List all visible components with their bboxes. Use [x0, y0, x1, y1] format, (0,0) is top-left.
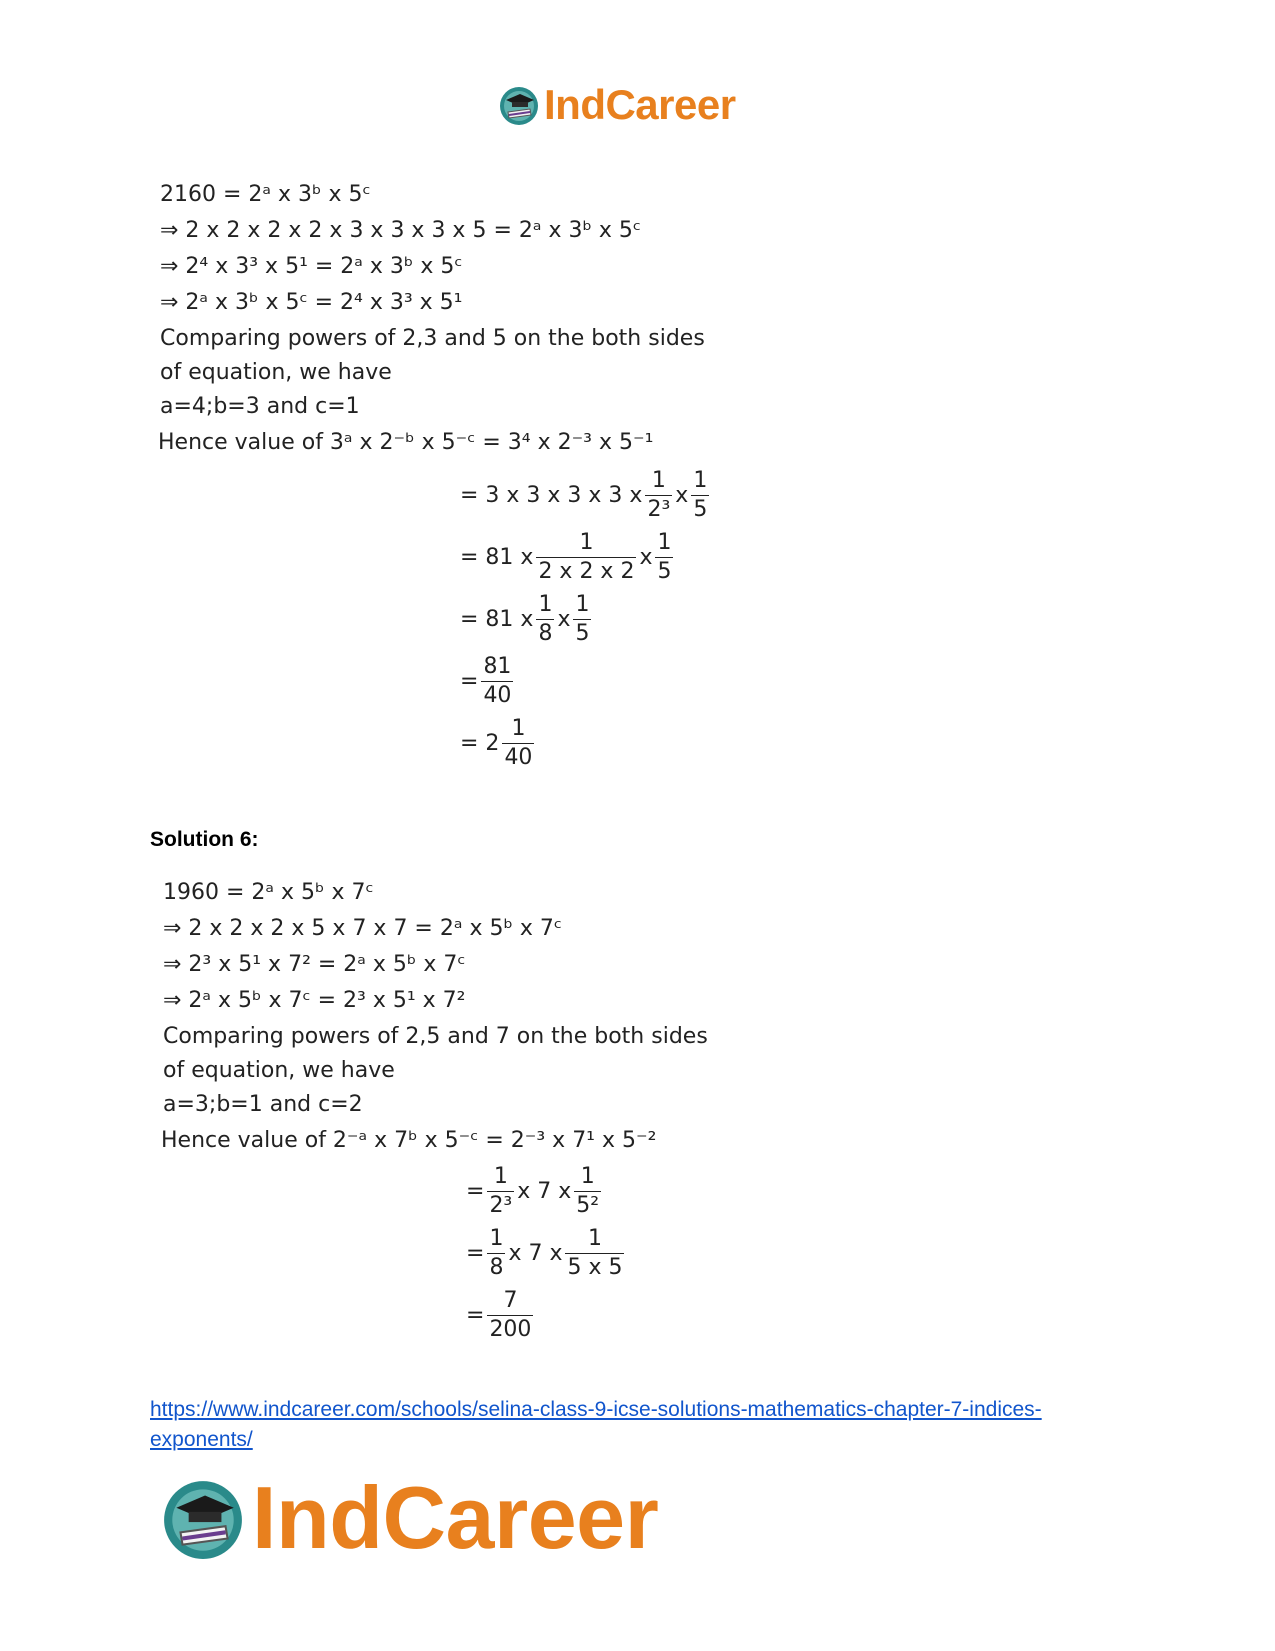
step-prefix: = — [466, 1179, 485, 1204]
operator: x 7 x — [508, 1241, 563, 1266]
fraction: $\frac{1}{2 x 2 x 2}$ — [538, 530, 635, 584]
operator: x — [675, 483, 689, 508]
header-logo — [498, 80, 736, 130]
equation-line: Hence value of 3ᵃ x 2⁻ᵇ x 5⁻ᶜ = 3⁴ x 2⁻³ x 5⁻¹ — [158, 430, 654, 455]
fraction: $\frac{1}{5 x 5}$ — [567, 1226, 623, 1280]
step-line — [460, 594, 594, 645]
equation-line: ⇒ 2⁴ x 3³ x 5¹ = 2ᵃ x 3ᵇ x 5ᶜ — [160, 254, 463, 279]
step-prefix: = 2 — [460, 731, 500, 756]
equation-line: 1960 = 2ᵃ x 5ᵇ x 7ᶜ — [163, 880, 374, 905]
fraction: $\frac{1}{8}$ — [489, 1226, 504, 1280]
step-line — [466, 1290, 536, 1341]
step-line — [460, 718, 537, 769]
step-line — [460, 656, 516, 707]
step-prefix: = — [460, 669, 479, 694]
step-prefix: = 3 x 3 x 3 x 3 x — [460, 483, 643, 508]
equation-line: ⇒ 2 x 2 x 2 x 5 x 7 x 7 = 2ᵃ x 5ᵇ x 7ᶜ — [163, 916, 563, 941]
text-line: of equation, we have — [163, 1058, 395, 1083]
solution-6-heading: Solution 6: — [150, 828, 259, 851]
graduation-cap-book-icon — [498, 84, 540, 126]
fraction: $\frac{1}{\text{2³}}$ — [647, 468, 671, 522]
graduation-cap-book-icon — [160, 1475, 246, 1561]
operator: x 7 x — [517, 1179, 572, 1204]
fraction: $\frac{1}{8}$ — [538, 592, 553, 646]
operator: x — [557, 607, 571, 632]
fraction: $\frac{1}{\text{2³}}$ — [489, 1164, 513, 1218]
equation-line: ⇒ 2ᵃ x 5ᵇ x 7ᶜ = 2³ x 5¹ x 7² — [163, 988, 466, 1013]
logo-text: IndCareer — [252, 1468, 659, 1567]
text-line: a=4;b=3 and c=1 — [160, 394, 360, 419]
text-line: Comparing powers of 2,5 and 7 on the both sides — [163, 1024, 708, 1049]
step-prefix: = — [466, 1303, 485, 1328]
equation-line: ⇒ 2 x 2 x 2 x 2 x 3 x 3 x 3 x 5 = 2ᵃ x 3ᵇ x 5ᶜ — [160, 218, 642, 243]
equation-line: ⇒ 2ᵃ x 3ᵇ x 5ᶜ = 2⁴ x 3³ x 5¹ — [160, 290, 463, 315]
fraction: $\frac{7}{200}$ — [489, 1288, 532, 1342]
logo-text: IndCareer — [544, 81, 736, 128]
footer-logo — [160, 1468, 658, 1568]
step-prefix: = 81 x — [460, 607, 534, 632]
step-line — [460, 532, 676, 583]
source-link[interactable]: https://www.indcareer.com/schools/selina-class-9-icse-solutions-mathematics-chapter-7-indices-exponents/ — [150, 1398, 1042, 1451]
fraction: $\frac{1}{\text{5²}}$ — [576, 1164, 600, 1218]
fraction: $\frac{1}{5}$ — [693, 468, 708, 522]
fraction: $\frac{1}{5}$ — [657, 530, 672, 584]
step-prefix: = — [466, 1241, 485, 1266]
step-line — [460, 470, 712, 521]
equation-line: ⇒ 2³ x 5¹ x 7² = 2ᵃ x 5ᵇ x 7ᶜ — [163, 952, 466, 977]
equation-line: 2160 = 2ᵃ x 3ᵇ x 5ᶜ — [160, 182, 371, 207]
text-line: a=3;b=1 and c=2 — [163, 1092, 363, 1117]
text-line: of equation, we have — [160, 360, 392, 385]
fraction: $\frac{1}{5}$ — [575, 592, 590, 646]
fraction: $\frac{81}{40}$ — [483, 654, 512, 708]
operator: x — [639, 545, 653, 570]
text-line: Comparing powers of 2,3 and 5 on the both sides — [160, 326, 705, 351]
fraction: $\frac{1}{40}$ — [504, 716, 533, 770]
step-line — [466, 1228, 627, 1279]
step-prefix: = 81 x — [460, 545, 534, 570]
step-line — [466, 1166, 604, 1217]
equation-line: Hence value of 2⁻ᵃ x 7ᵇ x 5⁻ᶜ = 2⁻³ x 7¹ x 5⁻² — [161, 1128, 657, 1153]
